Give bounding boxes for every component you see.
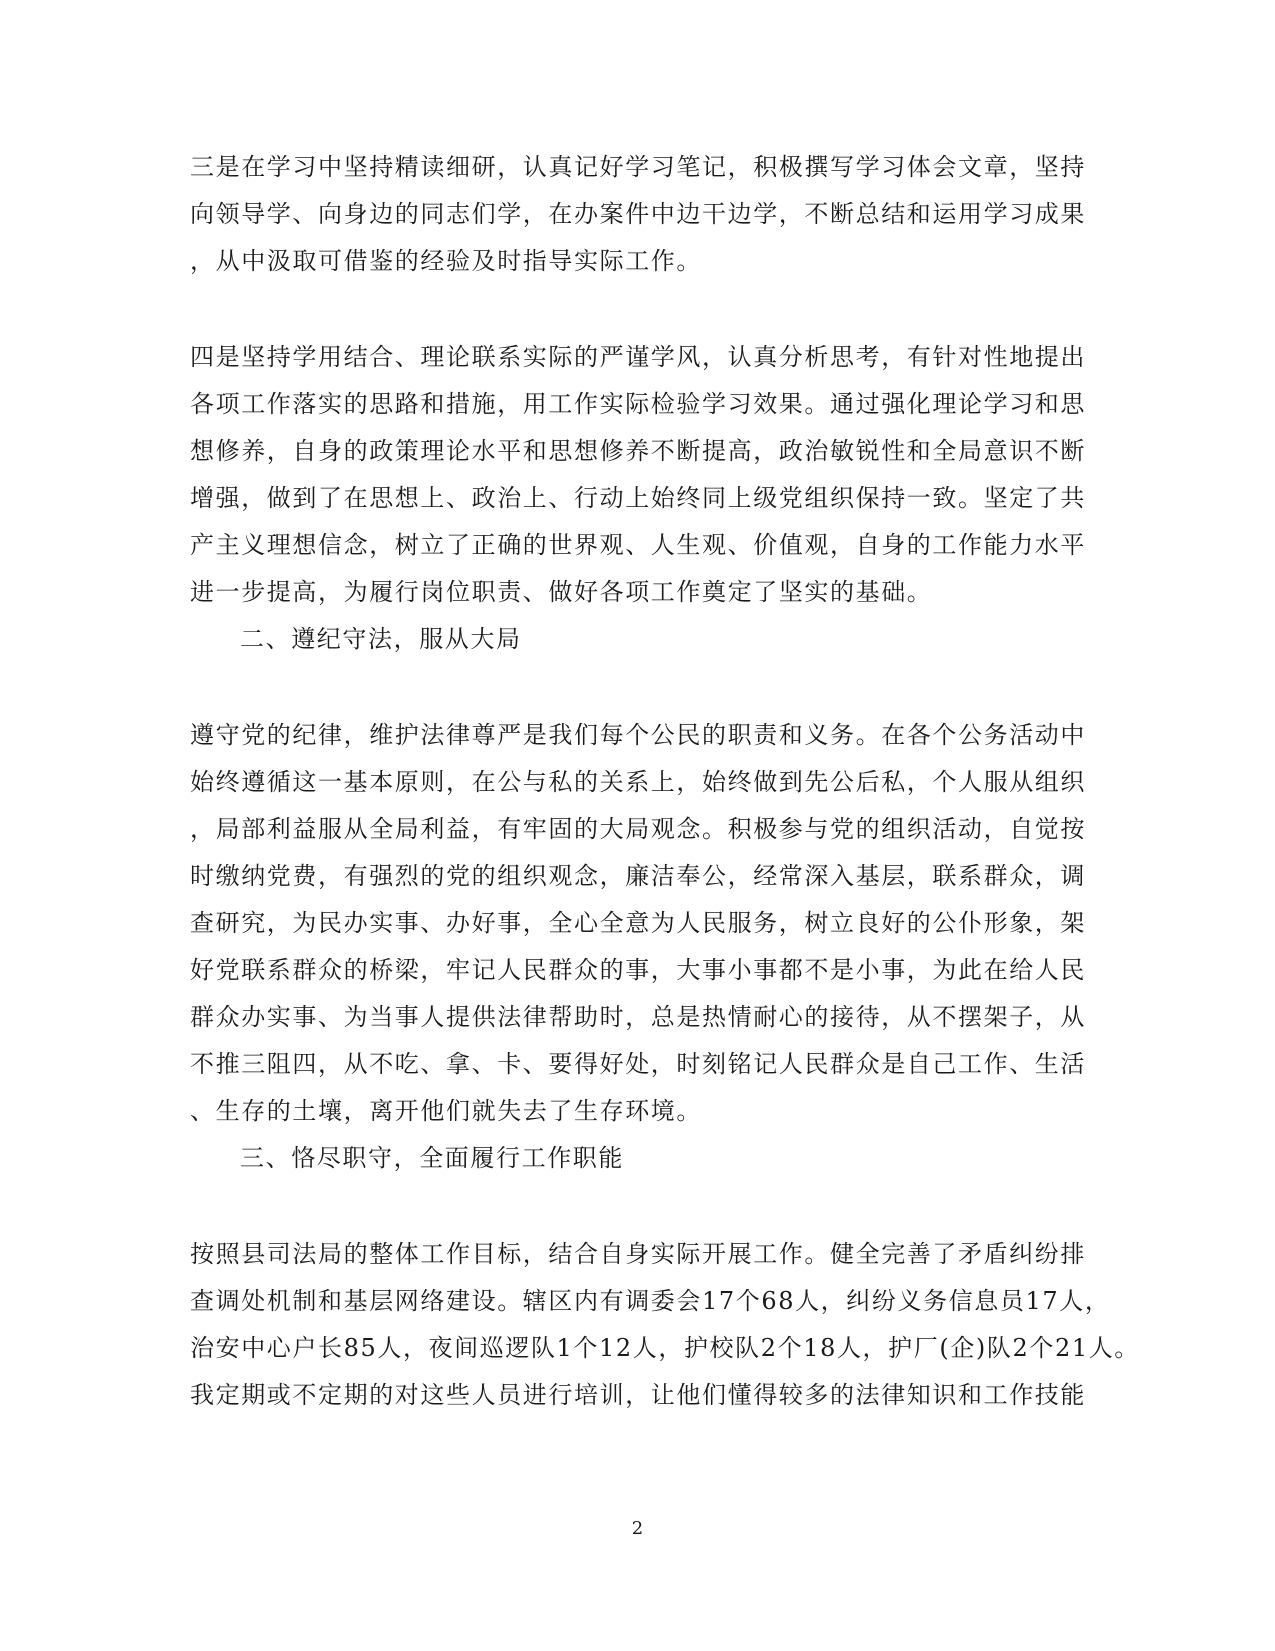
text-line: 增强，做到了在思想上、政治上、行动上始终同上级党组织保持一致。坚定了共 <box>190 484 1086 512</box>
section-heading-discipline: 二、遵纪守法，服从大局 <box>240 625 522 653</box>
text-line: 、生存的土壤，离开他们就失去了生存环境。 <box>190 1097 702 1125</box>
text-line: 进一步提高，为履行岗位职责、做好各项工作奠定了坚实的基础。 <box>190 578 933 606</box>
text-line: 好党联系群众的桥梁，牢记人民群众的事，大事小事都不是小事，为此在给人民 <box>190 956 1086 984</box>
text-line: 群众办实事、为当事人提供法律帮助时，总是热情耐心的接待，从不摆架子，从 <box>190 1003 1086 1031</box>
page-number: 2 <box>631 1518 644 1539</box>
text-line: ，从中汲取可借鉴的经验及时指导实际工作。 <box>190 247 702 275</box>
text-line: 遵守党的纪律，维护法律尊严是我们每个公民的职责和义务。在各个公务活动中 <box>190 721 1086 749</box>
text-line: 不推三阻四，从不吃、拿、卡、要得好处，时刻铭记人民群众是自己工作、生活 <box>190 1050 1086 1078</box>
section-heading-duties: 三、恪尽职守，全面履行工作职能 <box>240 1144 624 1172</box>
text-line: 四是坚持学用结合、理论联系实际的严谨学风，认真分析思考，有针对性地提出 <box>190 343 1086 371</box>
text-line: 各项工作落实的思路和措施，用工作实际检验学习效果。通过强化理论学习和思 <box>190 390 1086 418</box>
text-line: 治安中心户长85人，夜间巡逻队1个12人，护校队2个18人，护厂(企)队2个21人。 <box>190 1334 1140 1362</box>
text-line: 时缴纳党费，有强烈的党的组织观念，廉洁奉公，经常深入基层，联系群众，调 <box>190 862 1086 890</box>
text-line: 我定期或不定期的对这些人员进行培训，让他们懂得较多的法律知识和工作技能 <box>190 1381 1086 1409</box>
text-line: 三是在学习中坚持精读细研，认真记好学习笔记，积极撰写学习体会文章，坚持 <box>190 153 1086 181</box>
text-line: 想修养，自身的政策理论水平和思想修养不断提高，政治敏锐性和全局意识不断 <box>190 437 1086 465</box>
text-line: 查调处机制和基层网络建设。辖区内有调委会17个68人，纠纷义务信息员17人， <box>190 1287 1111 1315</box>
text-line: 产主义理想信念，树立了正确的世界观、人生观、价值观，自身的工作能力水平 <box>190 531 1086 559</box>
text-line: 向领导学、向身边的同志们学，在办案件中边干边学，不断总结和运用学习成果 <box>190 200 1086 228</box>
text-line: 查研究，为民办实事、办好事，全心全意为人民服务，树立良好的公仆形象，架 <box>190 909 1086 937</box>
text-line: ，局部利益服从全局利益，有牢固的大局观念。积极参与党的组织活动，自觉按 <box>190 815 1086 843</box>
text-line: 按照县司法局的整体工作目标，结合自身实际开展工作。健全完善了矛盾纠纷排 <box>190 1240 1086 1268</box>
text-line: 始终遵循这一基本原则，在公与私的关系上，始终做到先公后私，个人服从组织 <box>190 768 1086 796</box>
